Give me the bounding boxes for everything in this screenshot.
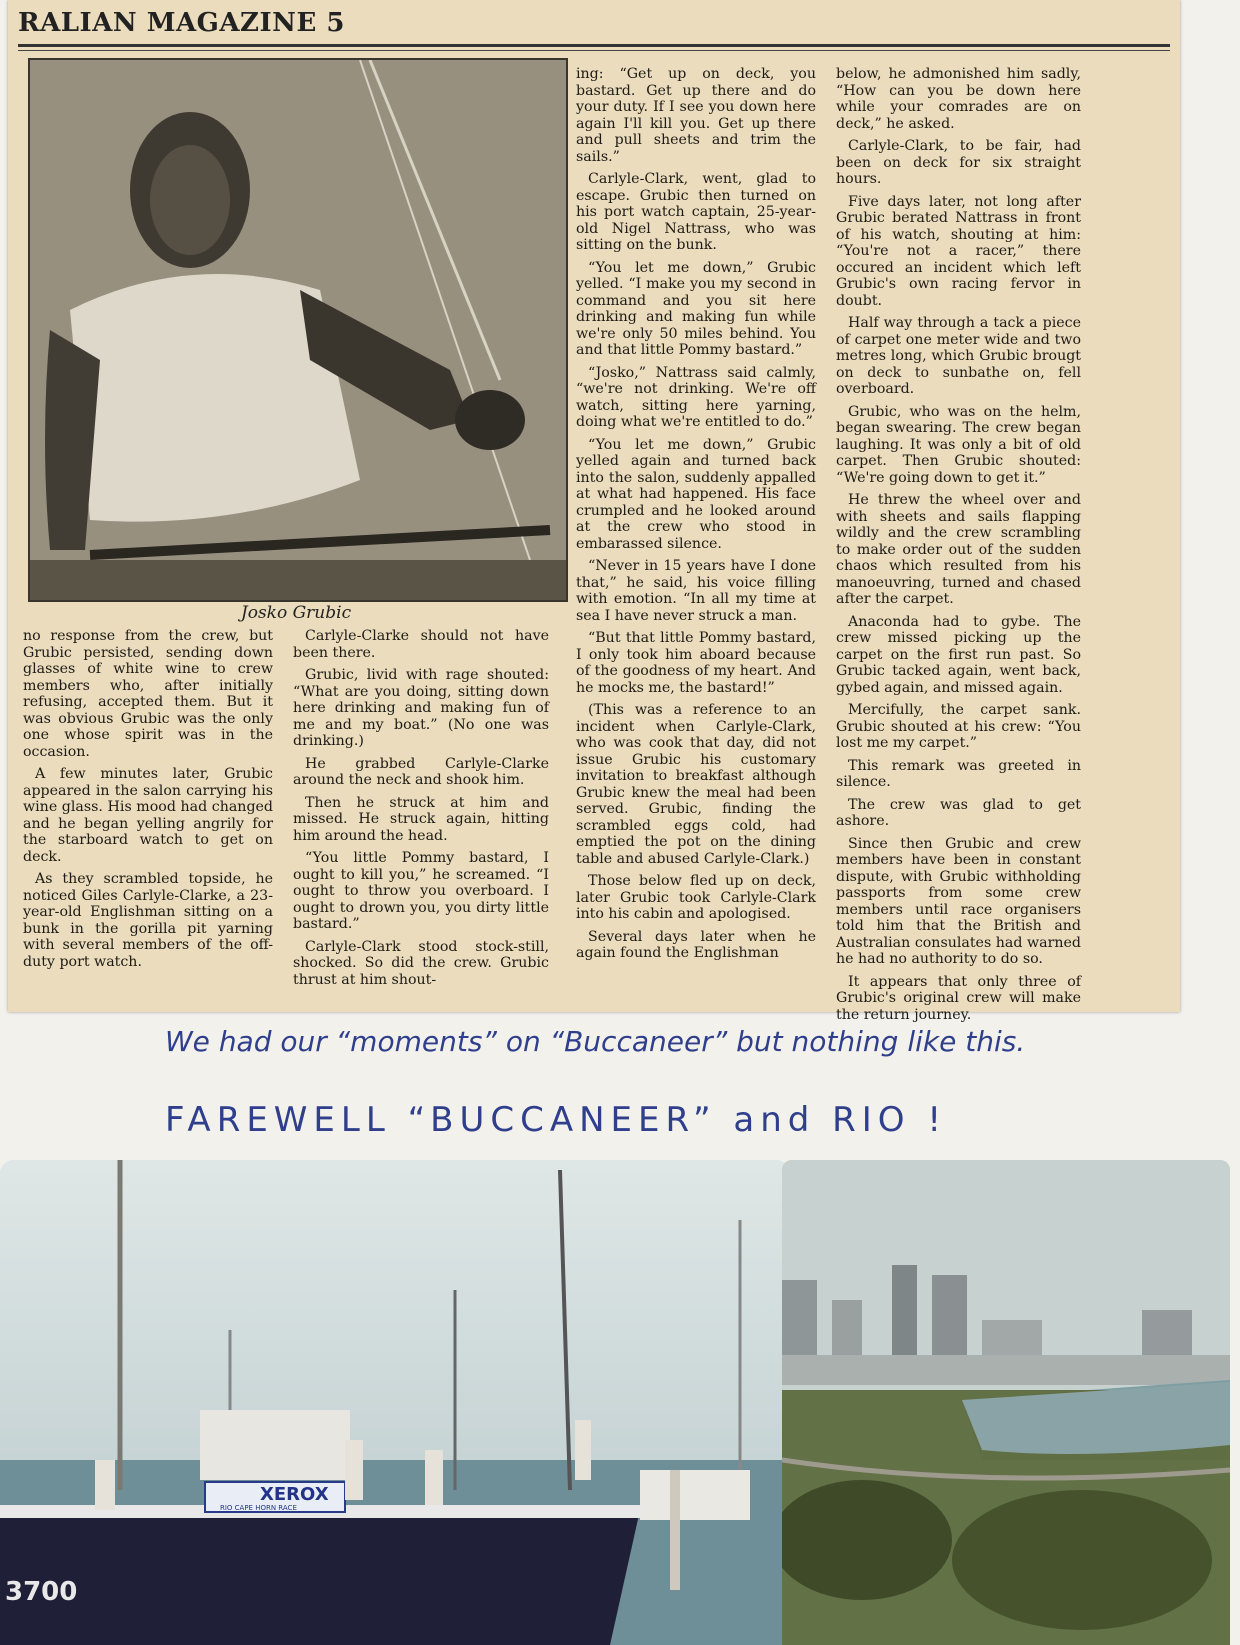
paragraph: Carlyle-Clark stood stock-still, shocked. So did the crew. Grubic thrust at him shout-	[293, 938, 549, 988]
paragraph: Those below fled up on deck, later Grubic took Carlyle-Clark into his cabin and apologised.	[576, 873, 816, 922]
paragraph: ing: “Get up on deck, you bastard. Get up there and do your duty. If I see you down here again I'll kill you. Get up there and pull sheets and trim the sails.”	[576, 66, 816, 165]
hull-number: 3700	[5, 1577, 78, 1607]
paragraph: It appears that only three of Grubic's original crew will make the return journey.	[836, 973, 1081, 1023]
paragraph: “Josko,” Nattrass said calmly, “we're not drinking. We're off watch, sitting here yarning, doing what we're entitled to do.”	[576, 364, 816, 430]
paragraph: “Never in 15 years have I done that,” he said, his voice filling with emotion. “In all my time at sea I have never struck a man.	[576, 558, 816, 624]
paragraph: “You let me down,” Grubic yelled again and turned back into the salon, suddenly appalled at what had happened. His face crumpled and he looked around at the crew who stood in embarassed silence.	[576, 436, 816, 552]
yacht-image	[0, 1160, 790, 1645]
paragraph: Then he struck at him and missed. He struck again, hitting him around the head.	[293, 794, 549, 844]
paragraph: no response from the crew, but Grubic persisted, sending down glasses of white wine to crew members who, after initially refusing, accepted them. But it was obvious Grubic was the only one whose spirit was in the occasion.	[23, 628, 273, 760]
paragraph: Grubic, who was on the helm, began swearing. The crew began laughing. It was only a bit of old carpet. Then Grubic shouted: “We're going down to get it.”	[836, 403, 1081, 486]
article-column-1	[23, 628, 273, 976]
paragraph: (This was a reference to an incident when Carlyle-Clark, who was cook that day, did not issue Grubic his customary invitation to breakfast although Grubic knew the meal had been served. Grubic, finding the scrambled eggs cold, had emptied the pot on the dining table and abused Carlyle-Clark.)	[576, 702, 816, 867]
paragraph: Several days later when he again found the Englishman	[576, 928, 816, 961]
rio-city-photo	[782, 1160, 1230, 1645]
article-column-2	[293, 628, 549, 994]
paragraph: Carlyle-Clark, to be fair, had been on deck for six straight hours.	[836, 138, 1081, 187]
paragraph: Since then Grubic and crew members have been in constant dispute, with Grubic withholding passports from some crew members until race organisers told him that the British and Australian consulates had warned he had no authority to do so.	[836, 835, 1081, 967]
paragraph: A few minutes later, Grubic appeared in the salon carrying his wine glass. His mood had changed and he began yelling angrily for the starboard watch to get on deck.	[23, 766, 273, 865]
handwritten-farewell: FAREWELL “BUCCANEER” and RIO !	[165, 1100, 948, 1140]
masthead-rule-thin	[18, 50, 1170, 51]
masthead-rule	[18, 44, 1170, 47]
rio-image	[782, 1160, 1230, 1645]
yacht-photo	[0, 1160, 790, 1645]
paragraph: “But that little Pommy bastard, I only took him aboard because of the goodness of my heart. And he mocks me, the bastard!”	[576, 630, 816, 696]
article-column-4	[836, 66, 1081, 1029]
handwritten-note: We had our “moments” on “Buccaneer” but nothing like this.	[165, 1025, 1026, 1058]
banner-brand: XEROX	[260, 1484, 329, 1505]
paragraph: “You let me down,” Grubic yelled. “I make you my second in command and you sit here drinking and making fun while we're only 50 miles behind. You and that little Pommy bastard.”	[576, 259, 816, 358]
paragraph: This remark was greeted in silence.	[836, 757, 1081, 790]
paragraph: He threw the wheel over and with sheets and sails flapping wildly and the crew scrambling to make order out of the sudden chaos which resulted from his manoeuvring, turned and chased after the carpet.	[836, 492, 1081, 607]
article-column-3	[576, 66, 816, 968]
paragraph: Carlyle-Clarke should not have been there.	[293, 628, 549, 661]
portrait-image	[30, 60, 566, 600]
paragraph: Anaconda had to gybe. The crew missed picking up the carpet on the first run past. So Grubic tacked again, went back, gybed again, and missed again.	[836, 613, 1081, 696]
paragraph: “You little Pommy bastard, I ought to kill you,” he screamed. “I ought to throw you overboard. I ought to drown you, you dirty little bastard.”	[293, 850, 549, 932]
newspaper-clipping	[8, 0, 1180, 1023]
paragraph: As they scrambled topside, he noticed Giles Carlyle-Clarke, a 23-year-old Englishman sitting on a bunk in the gorilla pit yarning with several members of the off-duty port watch.	[23, 871, 273, 970]
paragraph: Half way through a tack a piece of carpet one meter wide and two metres long, which Grubic brougt on deck to sunbathe on, fell overboard.	[836, 315, 1081, 397]
paragraph: below, he admonished him sadly, “How can you be down here while your comrades are on deck,” he asked.	[836, 66, 1081, 132]
paragraph: Mercifully, the carpet sank. Grubic shouted at his crew: “You lost me my carpet.”	[836, 702, 1081, 751]
photo-caption: Josko Grubic	[240, 603, 352, 623]
banner-sub: RIO CAPE HORN RACE	[220, 1504, 297, 1512]
paragraph: Grubic, livid with rage shouted: “What are you doing, sitting down here drinking and making fun of me and my boat.” (No one was drinking.)	[293, 667, 549, 749]
portrait-photo	[28, 58, 568, 602]
masthead: RALIAN MAGAZINE 5	[18, 8, 345, 38]
paragraph: Five days later, not long after Grubic berated Nattrass in front of his watch, shouting at him: “You're not a racer,” there occured an incident which left Grubic's own racing fervor in doubt.	[836, 193, 1081, 309]
paragraph: He grabbed Carlyle-Clarke around the neck and shook him.	[293, 755, 549, 788]
paragraph: Carlyle-Clark, went, glad to escape. Grubic then turned on his port watch captain, 25-year-old Nigel Nattrass, who was sitting on the bunk.	[576, 171, 816, 253]
paragraph: The crew was glad to get ashore.	[836, 796, 1081, 829]
